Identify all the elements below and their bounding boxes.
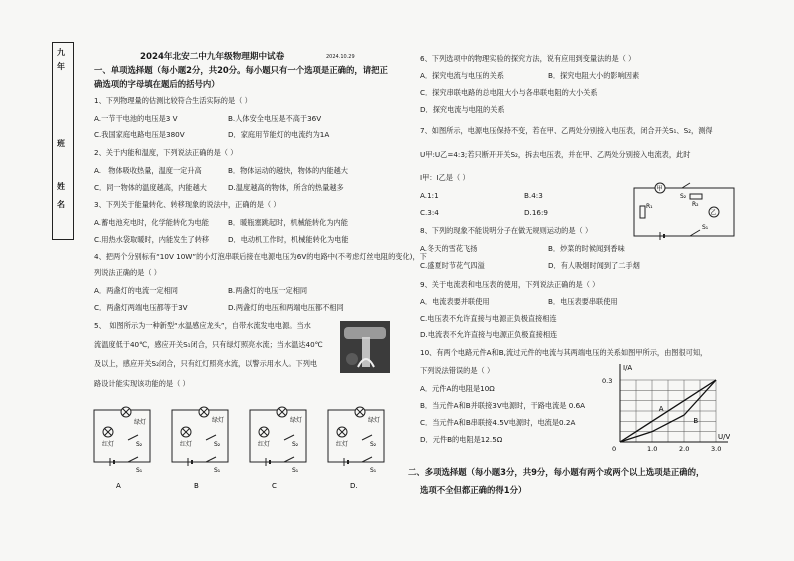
- x-tick-label: 3.0: [711, 445, 722, 453]
- q5-line1: 5、 如图所示为一种新型“水温感应龙头”，自带水流发电电源。当水: [94, 321, 311, 330]
- q9-option-d: D.电流表不允许直接与电源正负极直接相连: [420, 330, 558, 339]
- q4-stem-cont: 列说法正确的是（ ）: [94, 268, 161, 277]
- q10-option-c: C．当元件A和B串联接4.5V电源时，电流是0.2A: [420, 418, 576, 427]
- green-lamp-label: 绿灯: [134, 419, 147, 426]
- green-lamp-label: 绿灯: [212, 417, 225, 424]
- q7-line1: 7、如图所示，电源电压保持不变，若在甲、乙两处分别接入电压表，闭合开关S₁、S₂，测得: [420, 126, 713, 135]
- q9-option-b: B．电压表要串联使用: [548, 297, 618, 306]
- q10-line1: 10、有两个电路元件A和B,流过元件的电流与其两端电压的关系如图甲所示，由图很可知，: [420, 348, 708, 357]
- q4-stem: 4、把两个分别标有“10V 10W”的小灯泡串联后接在电源电压为6V的电路中(不考虑灯丝电阻的变化)，下: [94, 252, 427, 261]
- switch-s1: [128, 457, 138, 462]
- q6-option-b: B．探究电阻大小的影响因素: [548, 71, 640, 80]
- q10-option-a: A．元件A的电阻是10Ω: [420, 384, 495, 393]
- q5-line3: 及以上，感应开关S₂闭合，只有红灯照亮水流，以警示用水人。下列电: [94, 359, 318, 368]
- q7-line3: I甲：I乙是（ ）: [420, 173, 470, 182]
- q3-option-b: B．暖瓶塞跳起时，机械能转化为内能: [228, 218, 348, 227]
- r1-label: R₁: [646, 203, 653, 210]
- s1-label: S₁: [702, 224, 709, 231]
- q7-option-d: D.16:9: [524, 208, 548, 217]
- q4-option-b: B.两盏灯的电压一定相同: [228, 286, 308, 295]
- q1-stem: 1、下列物理量的估测比较符合生活实际的是（ ）: [94, 96, 252, 105]
- q10-option-b: B．当元件A和B并联接3V电源时，干路电流是 0.6A: [420, 401, 586, 410]
- green-lamp-label: 绿灯: [290, 417, 303, 424]
- q9-stem: 9、关于电流表和电压表的使用，下列说法正确的是（ ）: [420, 280, 600, 289]
- s2-label: S₂: [292, 441, 299, 448]
- q2-option-c: C．同一物体的温度越高，内能越大: [94, 183, 207, 192]
- green-lamp-label: 绿灯: [368, 417, 381, 424]
- q10-iu-chart: [600, 360, 730, 460]
- x-tick-label: 0: [612, 445, 617, 453]
- switch-s1: [362, 457, 372, 462]
- q2-option-a: A. 物体吸收热量，温度一定升高: [94, 166, 202, 175]
- s1-label: S₁: [370, 467, 377, 474]
- switch-s1: [284, 457, 294, 462]
- s1-label: S₁: [136, 467, 143, 474]
- q1-option-b: B.人体安全电压是不高于36V: [228, 114, 322, 123]
- q3-stem: 3、下列关于能量转化、转移现象的说法中，正确的是（ ）: [94, 200, 281, 209]
- section1-heading-cont: 确选项的字母填在题后的括号内）: [94, 79, 220, 89]
- meter-jia-label: 甲: [656, 185, 663, 193]
- q7-option-c: C.3:4: [420, 208, 439, 217]
- s2-label: S₂: [680, 193, 687, 200]
- s2-label: S₂: [370, 441, 377, 448]
- q7-option-b: B.4:3: [524, 191, 543, 200]
- q2-option-d: D.温度越高的物体，所含的热量越多: [228, 183, 344, 192]
- q5-line2: 流温度低于40℃，感应开关S₁闭合，只有绿灯照亮水流；当水温达40℃: [94, 340, 323, 349]
- q10-line2: 下列说法错误的是（ ）: [420, 366, 495, 375]
- section1-heading: 一、单项选择题（每小题2分，共20分。每小题只有一个选项是正确的，请把正: [94, 65, 388, 75]
- q8-option-d: D．有人吸烟时闻到了二手烟: [548, 261, 640, 270]
- sidebar-char: 九: [57, 48, 65, 57]
- switch-s2: [284, 435, 294, 440]
- red-lamp-label: 红灯: [336, 441, 349, 448]
- q10-option-d: D．元件B的电阻是12.5Ω: [420, 435, 503, 444]
- q4-option-a: A．两盏灯的电流一定相同: [94, 286, 178, 295]
- faucet-photo: [340, 321, 390, 373]
- q7-circuit-figure: [630, 178, 742, 240]
- y-axis-label: I/A: [623, 364, 633, 372]
- q6-option-d: D．探究电流与电阻的关系: [420, 105, 505, 114]
- sidebar-char: 名: [57, 200, 65, 209]
- q8-option-c: C.盛夏时节花气四溢: [420, 261, 485, 270]
- q8-option-a: A.冬天的雪花飞扬: [420, 244, 478, 253]
- q5-line4: 路设计能实现该功能的是（ ）: [94, 379, 190, 388]
- student-info-box: [52, 42, 74, 240]
- q2-option-b: B．物体运动的越快，物体的内能越大: [228, 166, 348, 175]
- q8-stem: 8、下列的现象不能说明分子在做无规则运动的是（ ）: [420, 226, 593, 235]
- red-lamp-label: 红灯: [180, 441, 193, 448]
- circuit-option-label: D.: [350, 482, 358, 490]
- section2-heading-cont: 选项不全但都正确的得1分）: [420, 485, 527, 495]
- q6-option-a: A．探究电流与电压的关系: [420, 71, 504, 80]
- series-label-A: A: [658, 405, 664, 414]
- q6-stem: 6、下列选项中的物理实验的探究方法，说有应用到变量法的是（ ）: [420, 54, 636, 63]
- q7-line2: U甲:U乙=4:3;若只断开开关S₂，拆去电压表，并在甲、乙两处分别接入电流表，此时: [420, 150, 691, 159]
- s2-label: S₂: [136, 441, 143, 448]
- red-lamp-label: 红灯: [102, 441, 115, 448]
- q3-option-d: D．电动机工作时，机械能转化为电能: [228, 235, 349, 244]
- y-tick-label: 0.3: [602, 377, 613, 385]
- s1-label: S₁: [292, 467, 299, 474]
- x-tick-label: 1.0: [647, 445, 658, 453]
- q4-option-d: D.两盏灯的电压和两端电压都不相同: [228, 303, 344, 312]
- red-lamp-label: 红灯: [258, 441, 271, 448]
- circuit-option-label: A: [116, 482, 121, 490]
- q7-option-a: A.1:1: [420, 191, 439, 200]
- switch-s2: [128, 435, 138, 440]
- q9-option-c: C.电压表不允许直接与电源正负极直接相连: [420, 314, 557, 323]
- sidebar-char: 班: [57, 139, 65, 148]
- section2-heading: 二、多项选择题（每小题3分，共9分，每小题有两个或两个以上选项是正确的，: [408, 467, 705, 477]
- switch-s2: [206, 435, 216, 440]
- q9-option-a: A．电流表要并联使用: [420, 297, 490, 306]
- exam-title: 2024年北安二中九年级物理期中试卷: [140, 52, 285, 62]
- x-axis-label: U/V: [718, 433, 730, 441]
- q3-option-a: A.蓄电池充电时，化学能转化为电能: [94, 218, 209, 227]
- switch-s1: [206, 457, 216, 462]
- r2-label: R₂: [692, 201, 699, 208]
- x-tick-label: 2.0: [679, 445, 690, 453]
- sidebar-char: 姓: [57, 182, 65, 191]
- q1-option-d: D．家庭用节能灯的电流约为1A: [228, 130, 330, 139]
- q6-option-c: C．探究串联电路的总电阻大小与各串联电阻的大小关系: [420, 88, 598, 97]
- circuit-option-label: B: [194, 482, 199, 490]
- q4-option-c: C．两盏灯两端电压都等于3V: [94, 303, 188, 312]
- q3-option-c: C.用热水袋取暖时，内能发生了转移: [94, 235, 210, 244]
- s1-label: S₁: [214, 467, 221, 474]
- sidebar-char: 年: [57, 62, 65, 71]
- q5-circuit-options: [88, 400, 388, 492]
- circuit-option-label: C: [272, 482, 277, 490]
- series-label-B: B: [693, 417, 699, 426]
- exam-date: 2024.10.29: [326, 54, 355, 60]
- q8-option-b: B．炒菜的时候闻到香味: [548, 244, 625, 253]
- q1-option-a: A.一节干电池的电压是3 V: [94, 114, 178, 123]
- q1-option-c: C.我国家庭电路电压是380V: [94, 130, 185, 139]
- meter-yi-label: 乙: [710, 209, 717, 217]
- s2-label: S₂: [214, 441, 221, 448]
- q2-stem: 2、关于内能和温度，下列说法正确的是（ ）: [94, 148, 238, 157]
- switch-s2: [362, 435, 372, 440]
- circuit-frame: [94, 410, 150, 462]
